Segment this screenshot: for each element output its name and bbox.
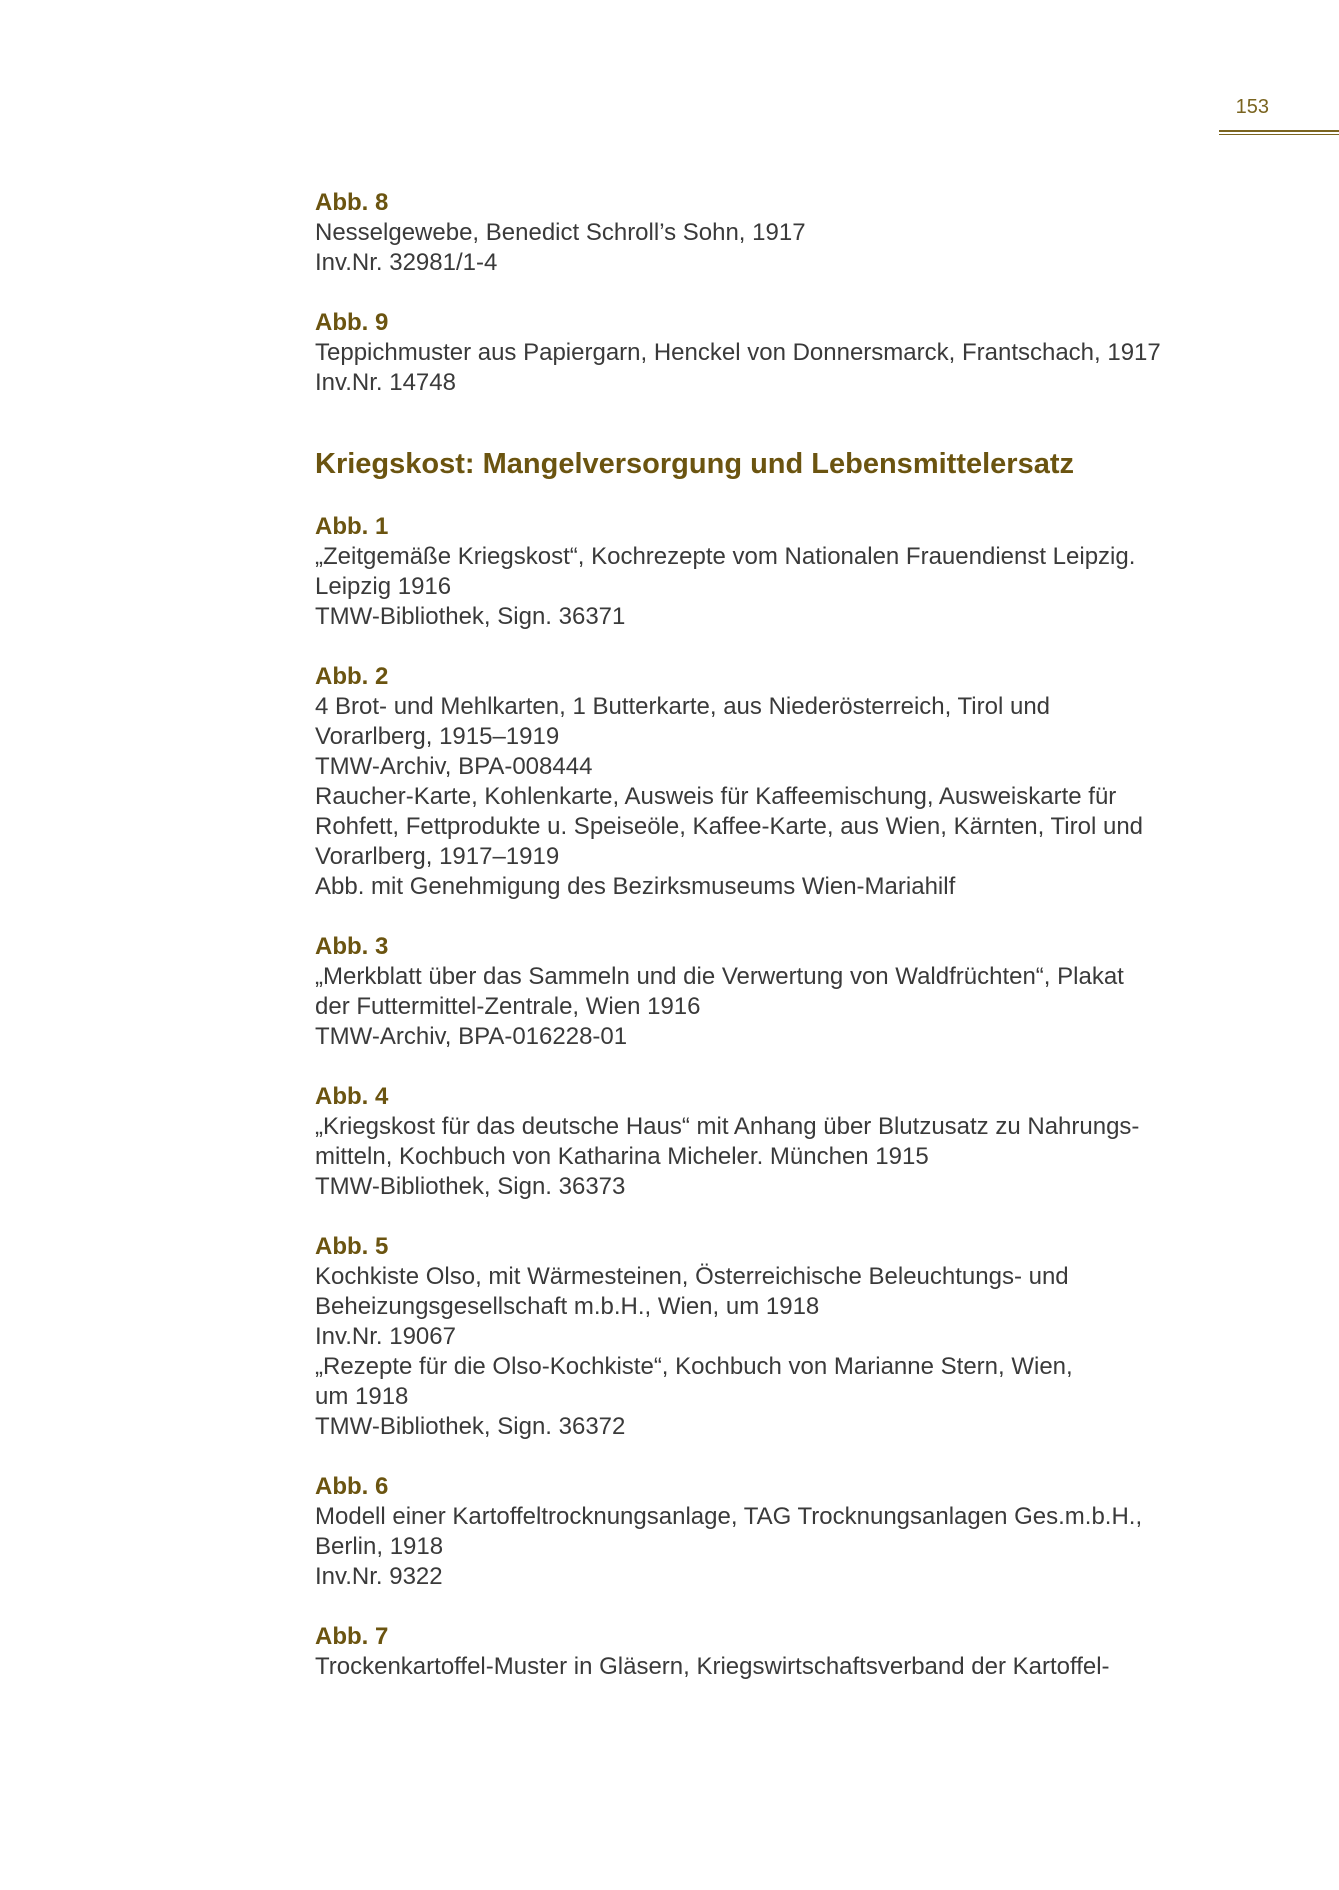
caption-line: Beheizungsgesellschaft m.b.H., Wien, um 1918 [315, 1293, 820, 1320]
caption-line: „Zeitgemäße Kriegskost“, Kochrezepte vom Nationalen Frauendienst Leipzig. [315, 543, 1136, 570]
caption-line: Leipzig 1916 [315, 573, 452, 600]
caption-entry [315, 932, 1195, 1052]
caption-line: „Merkblatt über das Sammeln und die Verwertung von Waldfrüchten“, Plakat [315, 963, 1124, 990]
caption-line: Inv.Nr. 9322 [315, 1563, 443, 1590]
caption-line: 4 Brot- und Mehlkarten, 1 Butterkarte, aus Niederösterreich, Tirol und [315, 693, 1051, 720]
caption-line: Inv.Nr. 14748 [315, 369, 456, 396]
caption-line: Teppichmuster aus Papiergarn, Henckel von Donnersmarck, Frantschach, 1917 [315, 339, 1161, 366]
caption-line: Rohfett, Fettprodukte u. Speiseöle, Kaffee-Karte, aus Wien, Kärnten, Tirol und [315, 813, 1144, 840]
caption-line: Kochkiste Olso, mit Wärmesteinen, Österreichische Beleuchtungs- und [315, 1263, 1069, 1290]
caption-entry [315, 308, 1195, 398]
caption-label: Abb. 7 [315, 1623, 389, 1650]
caption-line: TMW-Bibliothek, Sign. 36372 [315, 1413, 626, 1440]
caption-line: „Rezepte für die Olso-Kochkiste“, Kochbuch von Marianne Stern, Wien, [315, 1353, 1073, 1380]
caption-line: Modell einer Kartoffeltrocknungsanlage, TAG Trocknungsanlagen Ges.m.b.H., [315, 1503, 1143, 1530]
caption-label: Abb. 4 [315, 1083, 389, 1110]
caption-line: Inv.Nr. 19067 [315, 1323, 456, 1350]
caption-label: Abb. 1 [315, 513, 389, 540]
caption-line: Abb. mit Genehmigung des Bezirksmuseums Wien-Mariahilf [315, 873, 956, 900]
page-rule [1219, 130, 1339, 132]
caption-line: Vorarlberg, 1915–1919 [315, 723, 560, 750]
caption-list-section [315, 512, 1195, 1682]
caption-line: TMW-Bibliothek, Sign. 36373 [315, 1173, 626, 1200]
page-number: 153 [1235, 96, 1269, 118]
caption-line: TMW-Archiv, BPA-016228-01 [315, 1023, 628, 1050]
caption-label: Abb. 9 [315, 309, 389, 336]
caption-line: Nesselgewebe, Benedict Schroll’s Sohn, 1917 [315, 219, 806, 246]
caption-label: Abb. 8 [315, 189, 389, 216]
caption-line: „Kriegskost für das deutsche Haus“ mit Anhang über Blutzusatz zu Nahrungs- [315, 1113, 1140, 1140]
caption-line: TMW-Bibliothek, Sign. 36371 [315, 603, 626, 630]
caption-line: um 1918 [315, 1383, 409, 1410]
caption-entry [315, 1472, 1195, 1592]
caption-entry [315, 512, 1195, 632]
caption-line: Raucher-Karte, Kohlenkarte, Ausweis für Kaffeemischung, Ausweiskarte für [315, 783, 1117, 810]
caption-line: TMW-Archiv, BPA-008444 [315, 753, 593, 780]
caption-entry [315, 662, 1195, 902]
page-rule-thin [1219, 134, 1339, 135]
caption-line: Vorarlberg, 1917–1919 [315, 843, 560, 870]
caption-line: der Futtermittel-Zentrale, Wien 1916 [315, 993, 701, 1020]
caption-label: Abb. 2 [315, 663, 389, 690]
section-title: Kriegskost: Mangelversorgung und Lebensmittelersatz [315, 448, 1074, 480]
caption-label: Abb. 6 [315, 1473, 389, 1500]
caption-entry [315, 1622, 1195, 1682]
caption-label: Abb. 3 [315, 933, 389, 960]
caption-entry [315, 1082, 1195, 1202]
caption-line: Berlin, 1918 [315, 1533, 444, 1560]
caption-line: Trockenkartoffel-Muster in Gläsern, Kriegswirtschaftsverband der Kartoffel- [315, 1653, 1110, 1680]
caption-entry [315, 188, 1195, 278]
caption-line: Inv.Nr. 32981/1-4 [315, 249, 498, 276]
caption-list-previous [315, 188, 1195, 398]
page-content [315, 188, 1195, 1712]
caption-label: Abb. 5 [315, 1233, 389, 1260]
caption-line: mitteln, Kochbuch von Katharina Micheler. München 1915 [315, 1143, 929, 1170]
caption-entry [315, 1232, 1195, 1442]
